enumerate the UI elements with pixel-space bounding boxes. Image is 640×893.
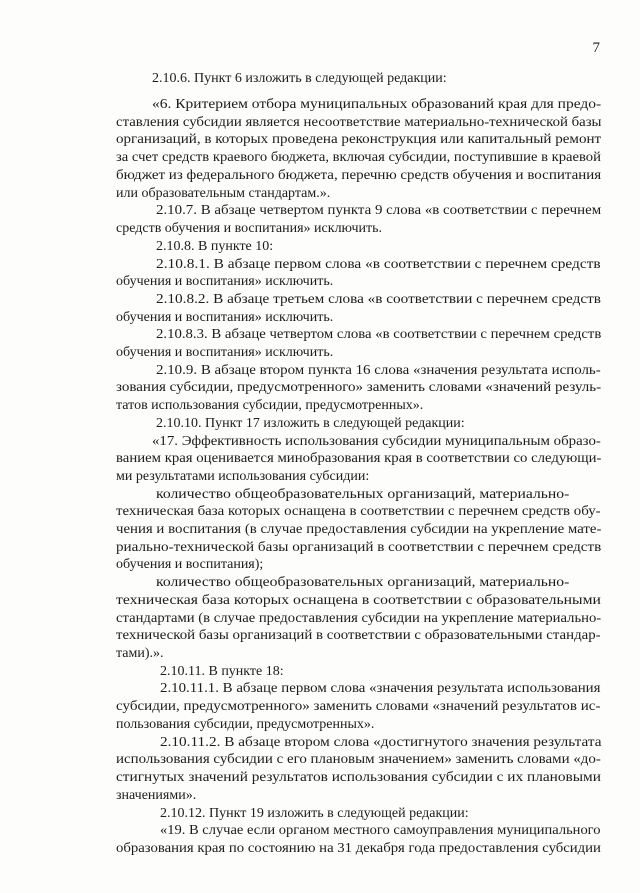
text-line: стигнутых значений результатов использования субсидии с их плановыми	[116, 770, 601, 785]
text-line: «17. Эффективность использования субсидии муниципальным образо-	[152, 434, 601, 449]
text-line: 2.10.9. В абзаце втором пункта 16 слова «значения результата исполь-	[156, 363, 601, 378]
text-line: образования края по состоянию на 31 декабря года предоставления субсидии	[116, 841, 601, 856]
text-line: «19. В случае если органом местного самоуправления муниципального	[160, 823, 601, 838]
text-line: значениями».	[116, 788, 197, 803]
text-line: ванием края оценивается минобразования края в соответствии со следующи-	[116, 451, 602, 466]
text-line: средств обучения и воспитания» исключить.	[116, 221, 383, 236]
text-line: обучения и воспитания» исключить.	[116, 274, 334, 289]
text-line: 2.10.8.1. В абзаце первом слова «в соответствии с перечнем средств	[156, 257, 601, 272]
text-line: 2.10.12. Пункт 19 изложить в следующей редакции:	[160, 806, 469, 821]
text-line: техническая база которых оснащена в соответствии с образовательными	[116, 593, 601, 608]
text-line: 2.10.10. Пункт 17 изложить в следующей редакции:	[156, 416, 465, 431]
text-line: риально-технической базы организаций в соответствии с перечнем средств	[116, 540, 602, 555]
text-line: 2.10.7. В абзаце четвертом пункта 9 слова «в соответствии с перечнем	[156, 203, 602, 218]
text-line: за счет средств краевого бюджета, включая субсидии, поступившие в краевой	[116, 150, 601, 165]
page-number: 7	[592, 40, 600, 56]
text-line: «6. Критерием отбора муниципальных образований края для предо-	[152, 97, 602, 112]
text-line: использования субсидии с его плановым значением» заменить словами «до-	[116, 752, 601, 767]
text-line: обучения и воспитания» исключить.	[116, 310, 334, 325]
text-line: бюджет из федерального бюджета, перечню средств обучения и воспитания	[116, 168, 602, 183]
text-line: тами).».	[116, 646, 164, 661]
text-line: чения и воспитания (в случае предоставления субсидии на укрепление мате-	[116, 522, 602, 537]
text-line: ставления субсидии является несоответствие материально-технической базы	[116, 115, 602, 130]
text-line: 2.10.8. В пункте 10:	[156, 239, 274, 254]
text-line: количество общеобразовательных организаций, материально-	[156, 575, 570, 590]
text-line: 2.10.11. В пункте 18:	[160, 664, 284, 679]
text-line: 2.10.8.3. В абзаце четвертом слова «в соответствии с перечнем средств	[156, 327, 602, 342]
text-line: 2.10.11.2. В абзаце втором слова «достигнутого значения результата	[160, 735, 602, 750]
text-line: зования субсидии, предусмотренного» заменить словами «значений резуль-	[116, 380, 602, 395]
text-line: 2.10.8.2. В абзаце третьем слова «в соответствии с перечнем средств	[156, 292, 601, 307]
text-line: ми результатами использования субсидии:	[116, 469, 370, 484]
text-line: технической базы организаций в соответствии с образовательными стандар-	[116, 628, 601, 643]
text-line: татов использования субсидии, предусмотренных».	[116, 398, 424, 413]
text-line: организаций, в которых проведена реконструкция или капитальный ремонт	[116, 132, 602, 147]
text-line: стандартами (в случае предоставления субсидии на укрепление материально-	[116, 611, 602, 626]
text-line: пользования субсидии, предусмотренных».	[116, 717, 375, 732]
text-line: 2.10.6. Пункт 6 изложить в следующей редакции:	[152, 71, 447, 86]
text-line: или образовательным стандартам.».	[116, 186, 331, 201]
text-line: обучения и воспитания);	[116, 557, 264, 572]
text-line: субсидии, предусмотренного» заменить словами «значений результатов ис-	[116, 699, 601, 714]
text-line: техническая база которых оснащена в соответствии с перечнем средств обу-	[116, 504, 601, 519]
text-line: 2.10.11.1. В абзаце первом слова «значения результата использования	[160, 681, 601, 696]
text-line: количество общеобразовательных организаций, материально-	[156, 487, 570, 502]
text-line: обучения и воспитания» исключить.	[116, 345, 334, 360]
